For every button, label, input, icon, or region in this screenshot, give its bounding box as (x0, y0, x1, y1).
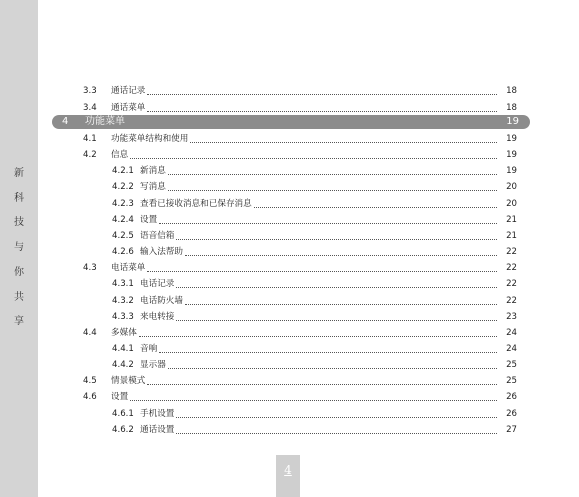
toc-entry-number: 4.6.1 (112, 408, 134, 419)
chapter-title: 功能菜单 (85, 116, 125, 127)
toc-entry-number: 4.2.2 (112, 182, 134, 193)
toc-entry-title: 手机设置 (140, 408, 175, 419)
toc-entry-page: 21 (506, 214, 517, 225)
toc-entry-page: 20 (506, 182, 517, 193)
toc-entry-title: 电话菜单 (111, 263, 146, 274)
toc-entry-page: 18 (506, 86, 517, 96)
toc-entry-number: 4.2.1 (112, 166, 134, 177)
dot-leader (147, 383, 497, 385)
dot-leader (176, 286, 497, 288)
toc-entry-number: 4.2 (83, 150, 97, 161)
toc-entry-number: 4.4 (83, 327, 97, 338)
toc-entry-number: 4.2.5 (112, 230, 134, 241)
toc-entry-number: 4.6.2 (112, 424, 134, 435)
toc-entry[interactable] (0, 262, 579, 275)
page-number: 4 (276, 455, 300, 497)
toc-entry-title: 电话防火墙 (140, 295, 183, 306)
toc-entry-number: 4.3.3 (112, 311, 134, 322)
toc-entry[interactable] (0, 295, 579, 308)
toc-entry[interactable] (0, 230, 579, 243)
toc-entry[interactable] (0, 408, 579, 421)
toc-entry-title: 设置 (140, 214, 158, 225)
toc-entry-title: 来电转接 (140, 311, 175, 322)
toc-entry-title: 电话记录 (140, 279, 175, 290)
toc-entry-title: 查看已接收消息和已保存消息 (140, 198, 252, 209)
toc-entry[interactable] (0, 102, 579, 115)
slogan-char: 科 (14, 192, 24, 204)
toc-entry[interactable] (0, 165, 579, 178)
toc-entry[interactable] (0, 198, 579, 211)
toc-entry-number: 4.2.3 (112, 198, 134, 209)
toc-entry-page: 23 (506, 311, 517, 322)
toc-entry[interactable] (0, 359, 579, 372)
toc-entry-title: 功能菜单结构和使用 (111, 134, 189, 144)
toc-entry-number: 4.3.1 (112, 279, 134, 290)
toc-entry-title: 语音信箱 (140, 230, 175, 241)
dot-leader (168, 189, 497, 191)
toc-entry-page: 18 (506, 102, 517, 113)
toc-entry-title: 设置 (111, 392, 129, 403)
dot-leader (168, 367, 497, 369)
toc-entry-page: 22 (506, 295, 517, 306)
dot-leader (147, 110, 497, 112)
toc-entry-title: 输入法帮助 (140, 247, 183, 258)
dot-leader (147, 93, 497, 95)
dot-leader (176, 416, 497, 418)
toc-entry[interactable] (0, 246, 579, 259)
toc-entry[interactable] (0, 85, 579, 98)
toc-entry-number: 4.4.2 (112, 360, 134, 371)
toc-entry-page: 21 (506, 230, 517, 241)
toc-entry-title: 信息 (111, 150, 129, 161)
toc-entry-page: 22 (506, 279, 517, 290)
slogan-char: 技 (14, 217, 24, 229)
toc-entry-number: 4.6 (83, 392, 97, 403)
chapter-page: 19 (506, 116, 519, 127)
toc-entry-title: 情景模式 (111, 376, 146, 387)
toc-entry[interactable] (0, 375, 579, 388)
toc-entry-number: 4.2.6 (112, 247, 134, 258)
slogan-char: 你 (14, 266, 24, 278)
chapter-heading[interactable] (52, 115, 530, 129)
toc-entry-page: 19 (506, 150, 517, 161)
dot-leader (254, 206, 497, 208)
toc-entry-number: 4.4.1 (112, 343, 134, 354)
slogan-char: 与 (14, 242, 24, 254)
toc-entry-number: 4.3 (83, 263, 97, 274)
toc-entry-page: 24 (506, 343, 517, 354)
dot-leader (176, 432, 497, 434)
toc-entry-title: 写消息 (140, 182, 166, 193)
toc-entry[interactable] (0, 149, 579, 162)
toc-entry-title: 音响 (140, 343, 158, 354)
toc-entry-number: 4.5 (83, 376, 97, 387)
toc-entry[interactable] (0, 133, 579, 146)
toc-entry-page: 26 (506, 392, 517, 403)
toc-entry-page: 25 (506, 376, 517, 387)
toc-entry-page: 19 (506, 166, 517, 177)
toc-entry-number: 3.4 (83, 102, 97, 113)
toc-entry[interactable] (0, 214, 579, 227)
toc-entry-page: 22 (506, 263, 517, 274)
slogan-char: 享 (14, 316, 24, 328)
dot-leader (176, 238, 497, 240)
dot-leader (130, 157, 497, 159)
toc-entry-title: 新消息 (140, 166, 166, 177)
dot-leader (185, 303, 497, 305)
toc-entry-number: 3.3 (83, 86, 97, 96)
toc-entry-page: 25 (506, 360, 517, 371)
toc-entry-page: 26 (506, 408, 517, 419)
toc-entry-number: 4.3.2 (112, 295, 134, 306)
toc-entry[interactable] (0, 343, 579, 356)
toc-entry-number: 4.2.4 (112, 214, 134, 225)
toc-entry[interactable] (0, 424, 579, 437)
toc-entry-page: 19 (506, 134, 517, 144)
toc-entry[interactable] (0, 181, 579, 194)
slogan-char: 共 (14, 291, 24, 303)
dot-leader (168, 173, 497, 175)
toc-entry-title: 通话设置 (140, 424, 175, 435)
toc-entry-number: 4.1 (83, 134, 97, 144)
dot-leader (159, 351, 497, 353)
toc-entry-page: 27 (506, 424, 517, 435)
dot-leader (159, 222, 497, 224)
dot-leader (139, 335, 497, 337)
toc-entry-page: 20 (506, 198, 517, 209)
toc-entry-title: 通话记录 (111, 86, 146, 96)
toc-entry-title: 显示器 (140, 360, 166, 371)
dot-leader (190, 141, 497, 143)
toc-entry-page: 24 (506, 327, 517, 338)
dot-leader (130, 399, 497, 401)
toc-entry-title: 多媒体 (111, 327, 137, 338)
chapter-number: 4 (62, 116, 69, 127)
toc-entry-page: 22 (506, 247, 517, 258)
dot-leader (176, 319, 497, 321)
dot-leader (147, 270, 497, 272)
toc-entry[interactable] (0, 391, 579, 404)
toc-entry[interactable] (0, 311, 579, 324)
toc-entry[interactable] (0, 327, 579, 340)
toc-entry[interactable] (0, 278, 579, 291)
slogan-char: 新 (14, 168, 24, 179)
dot-leader (185, 254, 497, 256)
toc-entry-title: 通话菜单 (111, 102, 146, 113)
